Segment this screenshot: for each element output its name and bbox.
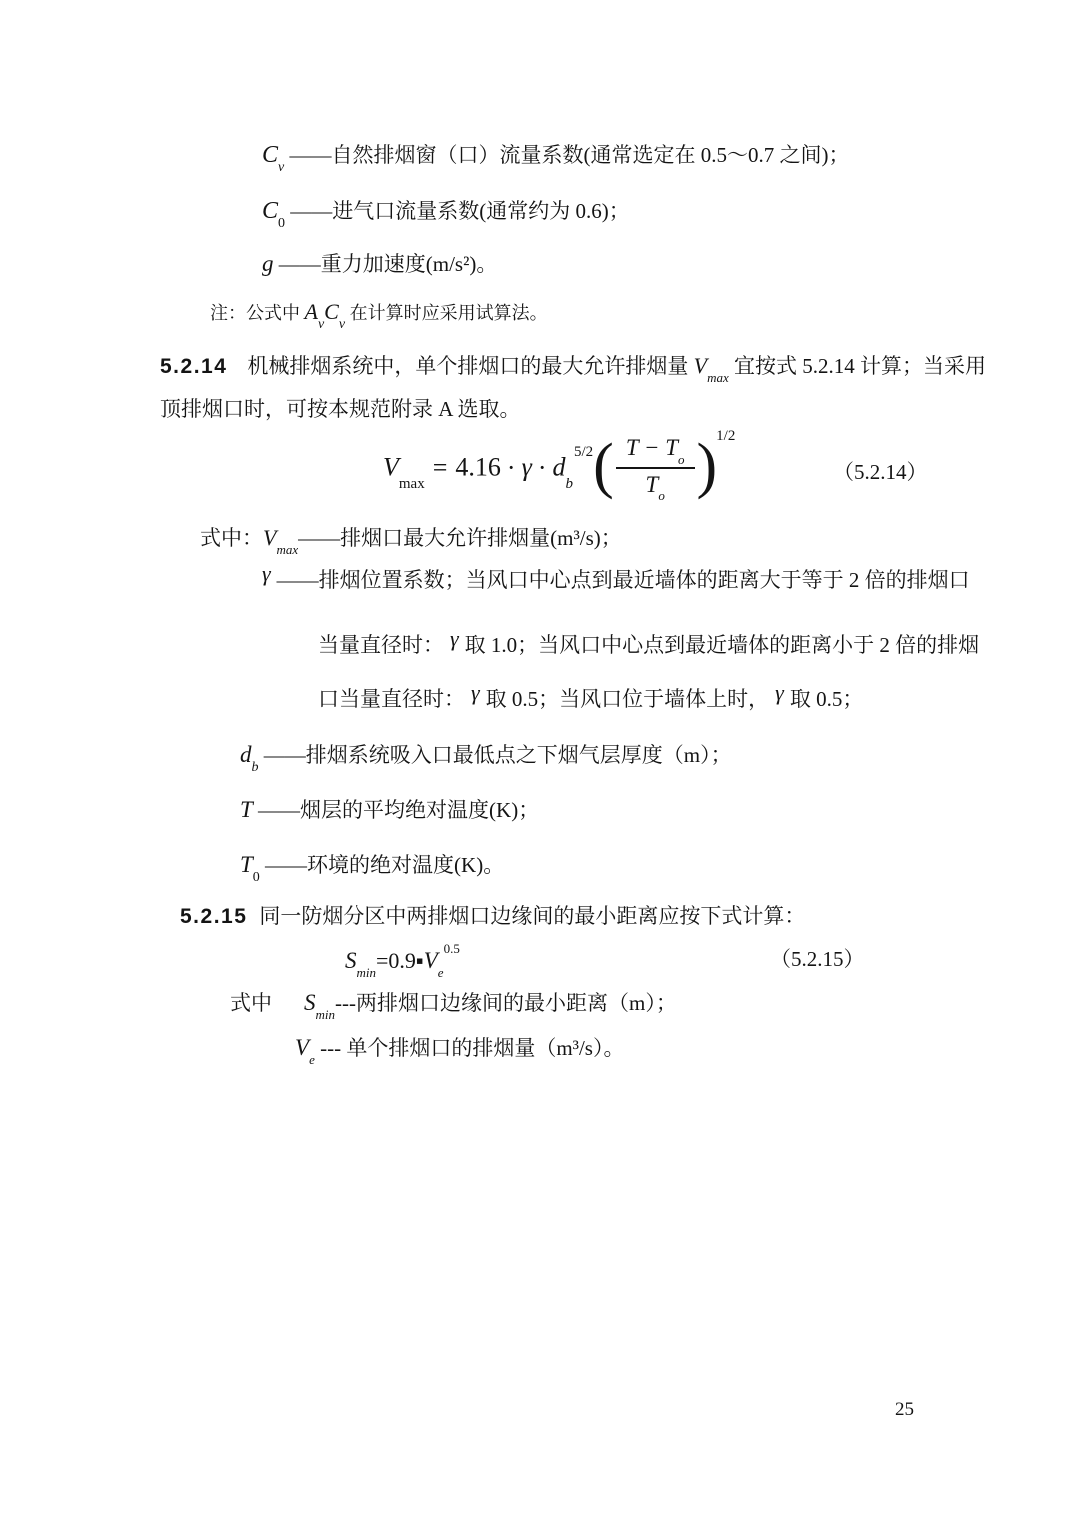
denominator-term: T	[645, 471, 659, 497]
denominator-subscript: o	[658, 488, 665, 504]
where-label: 式中	[230, 991, 272, 1015]
definition-cv-text: ——自然排烟窗（口）流量系数(通常选定在 0.5～0.7 之间)；	[289, 143, 850, 167]
db-def-text: ——排烟系统吸入口最低点之下烟气层厚度（m）；	[263, 743, 732, 767]
gamma-def-text3b: 取 0.5；当风口位于墙体上时，	[485, 687, 770, 711]
formula2-mid: =0.9▪	[376, 948, 424, 973]
var-gamma-inline: γ	[471, 680, 480, 705]
formula1-lhs-subscript: max	[398, 475, 425, 492]
var-cv-subscript: v	[278, 160, 285, 176]
fraction-denominator	[645, 469, 665, 504]
var-smin-def	[304, 990, 335, 1023]
var-t-letter: T	[240, 797, 253, 822]
open-paren: (	[593, 431, 614, 500]
gamma-def-text1: ——排烟位置系数；当风口中心点到最近墙体的距离大于等于 2 倍的排烟口	[276, 568, 970, 592]
numerator-terms: T − T	[625, 435, 679, 460]
var-cv-note-letter: C	[324, 299, 339, 324]
var-vmax-def-letter: V	[263, 525, 277, 550]
definition-c0	[262, 197, 630, 234]
page-number: 25	[895, 1399, 914, 1420]
var-db-def-subscript: b	[251, 760, 259, 776]
var-c0-letter: C	[262, 198, 279, 224]
clause-5-2-14-text-b: 宜按式 5.2.14 计算；当采用	[734, 354, 987, 378]
var-ve-def-letter: V	[295, 1035, 310, 1060]
db-definition	[240, 741, 732, 778]
note-suffix: 在计算时应采用试算法。	[349, 303, 548, 323]
clause-5-2-14-line2	[160, 395, 521, 423]
var-db-letter: d	[552, 452, 566, 482]
var-vmax-def	[263, 525, 299, 558]
where-5-2-14-vmax	[200, 524, 622, 560]
var-vmax-def-subscript: max	[276, 542, 299, 558]
var-smin-def-letter: S	[304, 990, 316, 1015]
close-paren: )	[696, 431, 718, 500]
clause-5-2-14-line1	[160, 352, 986, 388]
note-prefix: 注：公式中	[210, 303, 300, 323]
var-ve-def-subscript: e	[309, 1052, 315, 1068]
where-prefix: 式中：	[200, 526, 263, 550]
note-line	[210, 298, 548, 335]
var-ve-letter: V	[423, 948, 438, 973]
var-t0-subscript: 0	[252, 870, 260, 886]
var-av	[304, 299, 325, 332]
var-ve-def	[295, 1035, 315, 1068]
clause-5-2-14-text-c: 顶排烟口时，可按本规范附录 A 选取。	[160, 397, 521, 421]
var-t0	[240, 852, 260, 886]
var-av-letter: A	[304, 299, 318, 324]
definition-cv	[262, 141, 849, 178]
var-db-def-letter: d	[240, 742, 252, 767]
var-av-subscript: v	[317, 316, 325, 332]
var-vmax-letter: V	[693, 353, 708, 378]
var-db-subscript: b	[565, 475, 573, 492]
var-cv-letter: C	[262, 142, 279, 168]
gamma-def-text3a: 口当量直径时：	[318, 687, 465, 711]
gamma-def-line2	[318, 626, 980, 659]
t-definition	[240, 796, 539, 824]
formula-5-2-15-label: （5.2.15）	[770, 947, 865, 971]
var-c0	[262, 198, 286, 232]
t-def-text: ——烟层的平均绝对温度(K)；	[258, 798, 540, 822]
var-db-exponent: 5/2	[573, 443, 594, 460]
smin-def-text: ---两排烟口边缘间的最小距离（m）；	[335, 991, 677, 1015]
formula2-exponent: 0.5	[443, 940, 460, 956]
outer-exponent: 1/2	[716, 427, 736, 444]
fraction	[616, 435, 695, 504]
var-cv-note	[324, 299, 346, 332]
gamma-def-line1	[262, 561, 970, 594]
var-g-letter: g	[262, 251, 274, 276]
ve-definition	[295, 1034, 624, 1070]
numerator-subscript: o	[678, 451, 685, 467]
ve-def-text: --- 单个排烟口的排烟量（m³/s）。	[320, 1036, 625, 1060]
var-cv-note-subscript: v	[338, 316, 346, 332]
clause-5-2-15-title	[180, 902, 805, 931]
var-vmax-subscript: max	[707, 370, 729, 386]
definition-g-text: ——重力加速度(m/s²)。	[278, 252, 498, 276]
var-cv	[262, 142, 285, 176]
gamma-def-text2a: 当量直径时：	[318, 633, 444, 657]
formula1-lhs: V	[383, 452, 399, 482]
fraction-numerator	[616, 436, 695, 469]
equals-sign: =	[432, 452, 448, 482]
vmax-def-text: ——排烟口最大允许排烟量(m³/s)；	[298, 526, 622, 550]
var-t0-letter: T	[240, 852, 253, 877]
var-gamma-inline: γ	[775, 680, 784, 705]
gamma-def-line3	[318, 680, 864, 713]
t0-def-text: ——环境的绝对温度(K)。	[265, 853, 505, 877]
formula-5-2-14	[383, 427, 736, 504]
var-c0-subscript: 0	[278, 216, 286, 232]
formula-5-2-15	[345, 940, 460, 981]
var-smin-def-subscript: min	[315, 1007, 335, 1023]
var-ve-subscript: e	[437, 965, 444, 981]
cdot: ·	[537, 452, 547, 482]
var-db-def	[240, 742, 259, 776]
cdot: ·	[506, 452, 516, 482]
definition-g	[262, 250, 497, 278]
gamma-def-text2b: 取 1.0；当风口中心点到最近墙体的距离小于 2 倍的排烟	[464, 633, 980, 657]
t0-definition	[240, 851, 504, 888]
definition-c0-text: ——进气口流量系数(通常约为 0.6)；	[290, 199, 630, 223]
where-5-2-15-smin	[230, 989, 677, 1025]
clause-5-2-15-number: 5.2.15	[180, 905, 248, 928]
var-gamma-def: γ	[262, 561, 271, 586]
var-gamma: γ	[521, 452, 532, 482]
formula-5-2-14-label: （5.2.14）	[833, 460, 928, 484]
clause-5-2-15-text: 同一防烟分区中两排烟口边缘间的最小距离应按下式计算：	[259, 904, 806, 928]
clause-5-2-14-number: 5.2.14	[160, 355, 228, 378]
var-smin-subscript: min	[356, 965, 376, 981]
gamma-def-text3c: 取 0.5；	[789, 687, 864, 711]
var-vmax-inline	[693, 353, 729, 386]
clause-5-2-14-text-a: 机械排烟系统中，单个排烟口的最大允许排烟量	[247, 354, 689, 378]
coefficient: 4.16	[455, 452, 501, 482]
var-smin-letter: S	[345, 948, 357, 973]
var-gamma-inline: γ	[450, 626, 459, 651]
